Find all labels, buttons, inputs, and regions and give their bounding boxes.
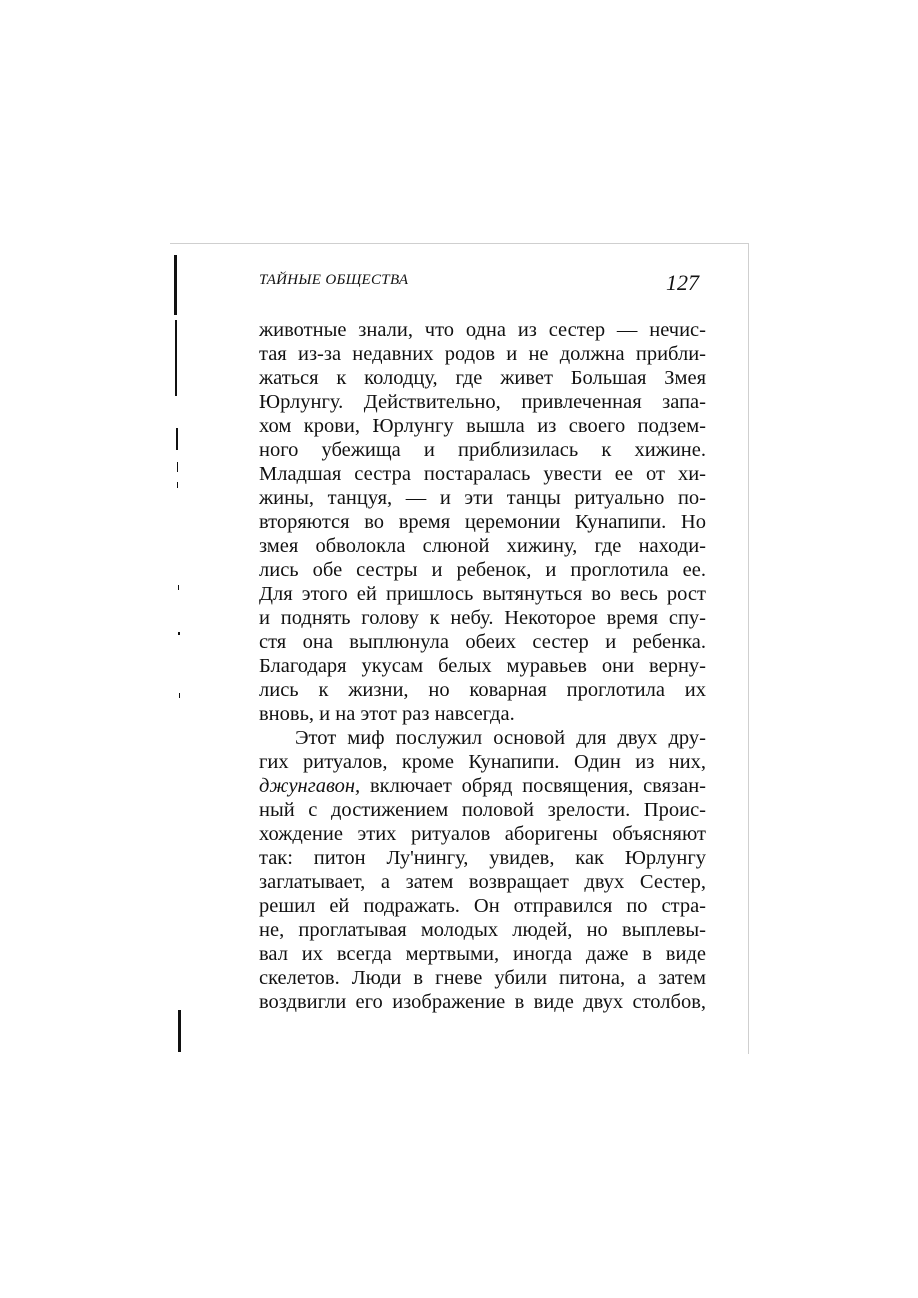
text-line: и поднять голову к небу. Некоторое время спу- <box>259 607 706 629</box>
text-line: вновь, и на этот раз навсегда. <box>259 703 515 725</box>
text-line: жины, танцуя, — и эти танцы ритуально по- <box>259 487 706 509</box>
text-line: решил ей подражать. Он отправился по стра- <box>259 895 706 917</box>
text-line: тая из-за недавних родов и не должна прибли- <box>259 343 706 365</box>
text-line <box>259 774 706 798</box>
scan-mark-7 <box>178 632 180 635</box>
text-line: ного убежища и приблизилась к хижине. <box>259 439 706 461</box>
text-line: заглатывает, а затем возвращает двух Сестер, <box>259 871 706 893</box>
scan-mark-6 <box>178 585 179 590</box>
text-line: животные знали, что одна из сестер — нечис- <box>259 319 706 341</box>
text-line-rest: включает обряд посвящения, связан- <box>360 775 706 797</box>
text-line: Юрлунгу. Действительно, привлеченная запа- <box>259 391 706 413</box>
ritual-name-italic: джунгавон, <box>259 775 361 797</box>
scan-mark-8 <box>179 693 180 698</box>
text-line: Для этого ей пришлось вытянуться во весь рост <box>259 583 706 605</box>
running-title: ТАЙНЫЕ ОБЩЕСТВА <box>259 272 409 288</box>
text-line: лись к жизни, но коварная проглотила их <box>259 679 706 701</box>
text-line: так: питон Лу'нингу, увидев, как Юрлунгу <box>259 847 706 869</box>
scan-mark-3 <box>176 428 178 450</box>
text-line: Этот миф послужил основой для двух дру- <box>295 727 706 749</box>
text-line: хом крови, Юрлунгу вышла из своего подзем- <box>259 415 706 437</box>
text-line: Младшая сестра постаралась увести ее от хи- <box>259 463 706 485</box>
text-line: хождение этих ритуалов аборигены объясняют <box>259 823 706 845</box>
body-text <box>259 318 706 1014</box>
scan-mark-5 <box>177 482 178 488</box>
text-line: скелетов. Люди в гневе убили питона, а затем <box>259 967 706 989</box>
text-line: воздвигли его изображение в виде двух столбов, <box>259 991 706 1013</box>
text-line: не, проглатывая молодых людей, но выплевы- <box>259 919 706 941</box>
paragraph-1 <box>259 318 706 726</box>
text-line: стя она выплюнула обеих сестер и ребенка. <box>259 631 706 653</box>
scan-mark-2 <box>175 320 177 396</box>
text-line: ный с достижением половой зрелости. Проис- <box>259 799 706 821</box>
scan-mark-4 <box>177 462 178 472</box>
scan-mark-9 <box>178 1010 181 1052</box>
paragraph-2 <box>259 726 706 1014</box>
text-line: гих ритуалов, кроме Кунапипи. Один из них, <box>259 751 706 773</box>
text-line: Благодаря укусам белых муравьев они верну- <box>259 655 706 677</box>
text-line: жаться к колодцу, где живет Большая Змея <box>259 367 706 389</box>
text-line: вал их всегда мертвыми, иногда даже в виде <box>259 943 706 965</box>
page-number: 127 <box>666 270 699 295</box>
text-line: змея обволокла слюной хижину, где находи- <box>259 535 706 557</box>
text-line: вторяются во время церемонии Кунапипи. Но <box>259 511 706 533</box>
scan-mark-1 <box>174 255 177 315</box>
text-line: лись обе сестры и ребенок, и проглотила ее. <box>259 559 706 581</box>
